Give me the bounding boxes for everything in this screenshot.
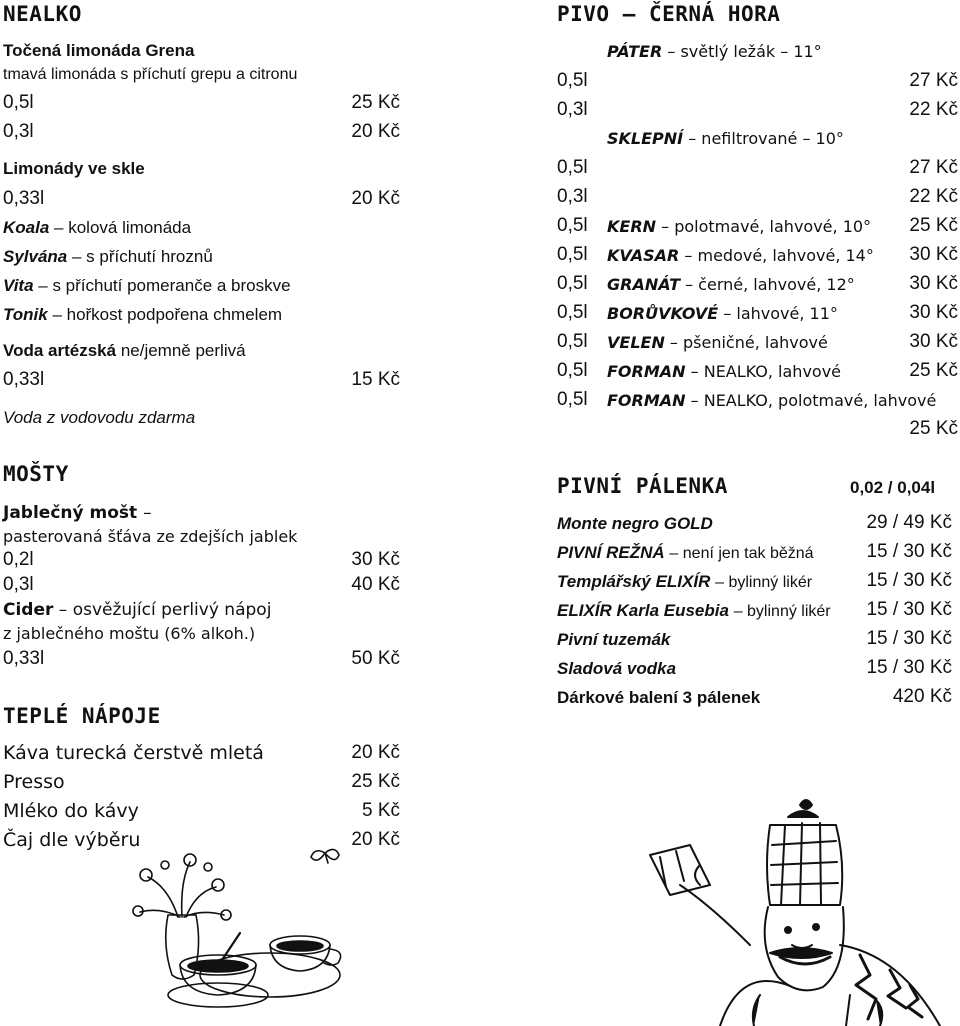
- palenka-price: 15 / 30 Kč: [866, 628, 952, 649]
- teple-heading: TEPLÉ NÁPOJE: [3, 704, 161, 728]
- water-price: 15 Kč: [351, 369, 400, 390]
- bottle-price: 30 Kč: [909, 302, 958, 323]
- coffee-flowers-illustration: [120, 845, 350, 1015]
- sklepni-vol-2: 0,3l: [557, 186, 588, 207]
- teple-item-4: Čaj dle výběru: [3, 829, 141, 851]
- apple-vol-2: 0,3l: [3, 574, 34, 595]
- list-item: [3, 247, 213, 267]
- bottle-vol: 0,5l: [557, 389, 588, 410]
- glass-price: 20 Kč: [351, 188, 400, 209]
- bottle-line: [607, 391, 936, 410]
- pater-price-1: 27 Kč: [909, 70, 958, 91]
- teple-price-2: 25 Kč: [351, 771, 400, 792]
- pater-desc: – světlý ležák – 11°: [667, 42, 822, 61]
- apple-dash: –: [143, 503, 152, 523]
- list-item: [3, 276, 291, 296]
- bottle-desc: – polotmavé, lahvové, 10°: [661, 217, 872, 236]
- pater-line: [607, 42, 822, 61]
- apple-price-1: 30 Kč: [351, 549, 400, 570]
- sklepni-price-1: 27 Kč: [909, 157, 958, 178]
- bottle-name: BORŮVKOVÉ: [607, 304, 719, 323]
- palenka-desc: – bylinný likér: [715, 574, 813, 591]
- apple-line: [3, 503, 152, 523]
- teple-price-1: 20 Kč: [351, 742, 400, 763]
- teple-item-2: Presso: [3, 771, 65, 793]
- mosty-heading: MOŠTY: [3, 462, 69, 486]
- palenka-heading: PIVNÍ PÁLENKA: [557, 474, 728, 498]
- palenka-price: 29 / 49 Kč: [866, 512, 952, 533]
- bottle-name: FORMAN: [607, 362, 686, 381]
- item-desc: – s příchutí hroznů: [72, 247, 213, 266]
- bottle-line: [607, 333, 828, 352]
- bottle-price: 25 Kč: [909, 215, 958, 236]
- item-name: Koala: [3, 218, 50, 237]
- glass-name: Limonády ve skle: [3, 159, 145, 178]
- bottle-name: FORMAN: [607, 391, 686, 410]
- grena-vol-2: 0,3l: [3, 121, 34, 142]
- bottle-desc: – NEALKO, polotmavé, lahvové: [690, 391, 937, 410]
- teple-item-3: Mléko do kávy: [3, 800, 139, 822]
- palenka-name: PIVNÍ REŽNÁ: [557, 543, 665, 562]
- pivo-heading: PIVO – ČERNÁ HORA: [557, 2, 781, 26]
- bottle-price: 25 Kč: [909, 360, 958, 381]
- sklepni-name: SKLEPNÍ: [607, 129, 684, 148]
- palenka-name: Pivní tuzemák: [557, 630, 671, 649]
- water-line: [3, 341, 246, 361]
- list-item: [3, 218, 191, 238]
- palenka-name: Monte negro GOLD: [557, 514, 713, 533]
- bottle-line: [607, 217, 871, 236]
- bottle-vol: 0,5l: [557, 244, 588, 265]
- teple-price-3: 5 Kč: [361, 800, 400, 821]
- palenka-item: [557, 630, 670, 650]
- palenka-name: Sladová vodka: [557, 659, 677, 678]
- palenka-name: Templářský ELIXÍR: [557, 572, 711, 591]
- palenka-price: 15 / 30 Kč: [866, 657, 952, 678]
- bottle-desc: – pšeničné, lahvové: [669, 333, 828, 352]
- palenka-price: 15 / 30 Kč: [866, 570, 952, 591]
- water-desc: ne/jemně perlivá: [120, 341, 246, 360]
- apple-desc: pasterovaná šťáva ze zdejších jablek: [3, 527, 298, 546]
- cider-vol: 0,33l: [3, 648, 45, 669]
- bottle-line: [607, 362, 841, 381]
- cider-desc2: z jablečného moštu (6% alkoh.): [3, 624, 256, 643]
- pater-price-2: 22 Kč: [909, 99, 958, 120]
- item-desc: – kolová limonáda: [54, 218, 192, 237]
- grena-price-2: 20 Kč: [351, 121, 400, 142]
- cider-price: 50 Kč: [351, 648, 400, 669]
- cider-desc: – osvěžující perlivý nápoj: [58, 600, 272, 620]
- list-item: [3, 305, 282, 325]
- item-name: Tonik: [3, 305, 48, 324]
- grena-vol-1: 0,5l: [3, 92, 34, 113]
- palenka-desc: – není jen tak běžná: [669, 545, 814, 562]
- bottle-vol: 0,5l: [557, 302, 588, 323]
- cider-line: [3, 600, 271, 620]
- palenka-item: [557, 514, 713, 534]
- bottle-name: KERN: [607, 217, 657, 236]
- grena-price-1: 25 Kč: [351, 92, 400, 113]
- palenka-item: [557, 572, 812, 592]
- palenka-item: [557, 659, 676, 679]
- bottle-vol: 0,5l: [557, 331, 588, 352]
- bottle-price: 30 Kč: [909, 273, 958, 294]
- apple-vol-1: 0,2l: [3, 549, 34, 570]
- bottle-price: 30 Kč: [909, 331, 958, 352]
- gift-price: 420 Kč: [892, 686, 952, 707]
- bottle-vol: 0,5l: [557, 360, 588, 381]
- bottle-desc: – lahvové, 11°: [723, 304, 838, 323]
- bottle-desc: – NEALKO, lahvové: [690, 362, 842, 381]
- water-vol: 0,33l: [3, 369, 45, 390]
- teple-item-1: Káva turecká čerstvě mletá: [3, 742, 264, 764]
- teple-price-4: 20 Kč: [351, 829, 400, 850]
- palenka-sizes: 0,02 / 0,04l: [850, 478, 936, 497]
- bottle-line: [607, 246, 874, 265]
- sklepni-line: [607, 129, 844, 148]
- bottle-price: 30 Kč: [909, 244, 958, 265]
- sklepni-price-2: 22 Kč: [909, 186, 958, 207]
- sklepni-vol-1: 0,5l: [557, 157, 588, 178]
- bottle-desc: – medové, lahvové, 14°: [684, 246, 874, 265]
- cider-name: Cider: [3, 600, 54, 620]
- bottle-name: VELEN: [607, 333, 665, 352]
- tap-water: Voda z vodovodu zdarma: [3, 408, 196, 427]
- item-desc: – hořkost podpořena chmelem: [52, 305, 283, 324]
- brewer-character-illustration: [620, 795, 960, 1026]
- grena-desc: tmavá limonáda s příchutí grepu a citronu: [3, 66, 298, 83]
- gift-name: Dárkové balení 3 pálenek: [557, 688, 761, 707]
- palenka-desc: – bylinný likér: [733, 603, 831, 620]
- palenka-item: [557, 543, 814, 563]
- bottle-name: GRANÁT: [607, 275, 680, 294]
- pater-name: PÁTER: [607, 42, 663, 61]
- pater-vol-2: 0,3l: [557, 99, 588, 120]
- grena-name: Točená limonáda Grena: [3, 41, 195, 60]
- bottle-line: [607, 304, 838, 323]
- bottle-desc: – černé, lahvové, 12°: [685, 275, 855, 294]
- palenka-name: ELIXÍR Karla Eusebia: [557, 601, 729, 620]
- water-name: Voda artézská: [3, 341, 117, 360]
- palenka-price: 15 / 30 Kč: [866, 599, 952, 620]
- apple-price-2: 40 Kč: [351, 574, 400, 595]
- bottle-vol: 0,5l: [557, 273, 588, 294]
- item-desc: – s příchutí pomeranče a broskve: [38, 276, 291, 295]
- nealko-heading: NEALKO: [3, 2, 82, 26]
- item-name: Vita: [3, 276, 34, 295]
- bottle-name: KVASAR: [607, 246, 680, 265]
- pater-vol-1: 0,5l: [557, 70, 588, 91]
- palenka-item: [557, 601, 831, 621]
- item-name: Sylvána: [3, 247, 68, 266]
- bottle-line: [607, 275, 855, 294]
- bottle-price: 25 Kč: [909, 418, 958, 439]
- glass-vol: 0,33l: [3, 188, 45, 209]
- apple-name: Jablečný mošt: [3, 503, 138, 523]
- sklepni-desc: – nefiltrované – 10°: [688, 129, 844, 148]
- palenka-price: 15 / 30 Kč: [866, 541, 952, 562]
- bottle-vol: 0,5l: [557, 215, 588, 236]
